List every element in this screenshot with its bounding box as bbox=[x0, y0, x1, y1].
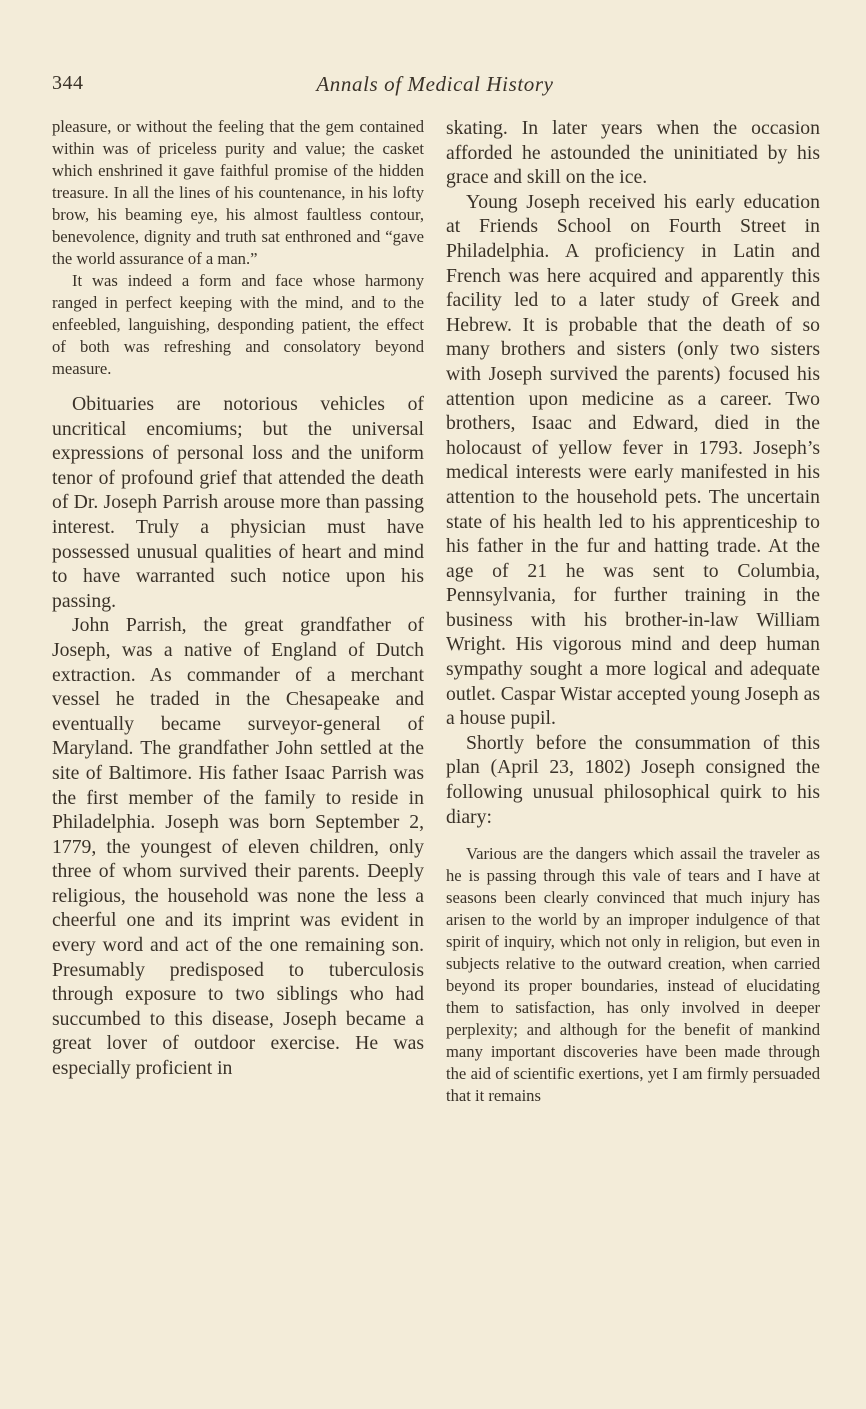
running-title: Annals of Medical History bbox=[316, 72, 554, 96]
page-number: 344 bbox=[52, 72, 84, 94]
paragraph-form-and-face: It was indeed a form and face whose harmony ranged in perfect keeping with the mind, and to the enfeebled, languishing, desponding patient, the effect of both was refreshing and consolatory beyond measure. bbox=[52, 271, 424, 378]
diary-quote: Various are the dangers which assail the traveler as he is passing through this vale of tears and I have at seasons been clearly convinced that much injury has arisen to the world by an improper indulgence of that spirit of inquiry, which not only in religion, but even in subjects relative to the outward creation, when carried beyond its proper boundaries, instead of elucidating them to satisfaction, has only involved in deeper perplexity; and although for the benefit of mankind many important discoveries have been made through the aid of scientific exertions, yet I am firmly persuaded that it remains bbox=[446, 844, 820, 1106]
paragraph-family-history: John Parrish, the great grandfather of Joseph, was a native of England of Dutch extraction. As commander of a merchant vessel he traded in the Chesapeake and eventually became surveyor-general of Maryland. The grandfather John settled at the site of Baltimore. His father Isaac Parrish was the first member of the family to reside in Philadelphia. Joseph was born September 2, 1779, the youngest of eleven children, only three of whom survived their parents. Deeply religious, the household was none the less a cheerful one and its imprint was evident in every word and act of the one remaining son. Presumably predisposed to tuberculosis through exposure to two siblings who had succumbed to this disease, Joseph became a great lover of outdoor exercise. He was especially proficient in bbox=[52, 614, 424, 1080]
paragraph-obituaries: Obituaries are notorious vehicles of uncritical encomiums; but the universal expressions of personal loss and the uniform tenor of profound grief that attended the death of Dr. Joseph Parrish arouse more than passing interest. Truly a physician must have possessed unusual qualities of heart and mind to have warranted such notice upon his passing. bbox=[52, 393, 424, 612]
paragraph-quote-continuation: pleasure, or without the feeling that the gem contained within was of priceless purity and value; the casket which enshrined it gave faithful promise of the hidden treasure. In all the lines of his countenance, in his lofty brow, his beaming eye, his almost faultless contour, benevolence, dignity and truth sat enthroned and “gave the world assurance of a man.” bbox=[52, 117, 424, 268]
paragraph-skating: skating. In later years when the occasion afforded he astounded the uninitiated by his grace and skill on the ice. bbox=[446, 117, 820, 189]
left-column bbox=[52, 116, 424, 1081]
paragraph-diary-intro: Shortly before the consummation of this plan (April 23, 1802) Joseph consigned the following unusual philosophical quirk to his diary: bbox=[446, 731, 820, 828]
page-header bbox=[52, 72, 818, 100]
right-column bbox=[446, 116, 820, 1107]
paragraph-education: Young Joseph received his early education at Friends School on Fourth Street in Philadelphia. A proficiency in Latin and French was here acquired and apparently this facility led to a later study of Greek and Hebrew. It is probable that the death of so many brothers and sisters (only two sisters with Joseph survived the parents) focused his attention upon medicine as a career. Two brothers, Isaac and Edward, died in the holocaust of yellow fever in 1793. Joseph’s medical interests were early manifested in his attention to the household pets. The uncertain state of his health led to his apprenticeship to his father in the fur and hatting trade. At the age of 21 he was sent to Columbia, Pennsylvania, for further training in the business with his brother-in-law William Wright. His vigorous mind and deep human sympathy sought a more logical and adequate outlet. Caspar Wistar accepted young Joseph as a house pupil. bbox=[446, 190, 820, 730]
